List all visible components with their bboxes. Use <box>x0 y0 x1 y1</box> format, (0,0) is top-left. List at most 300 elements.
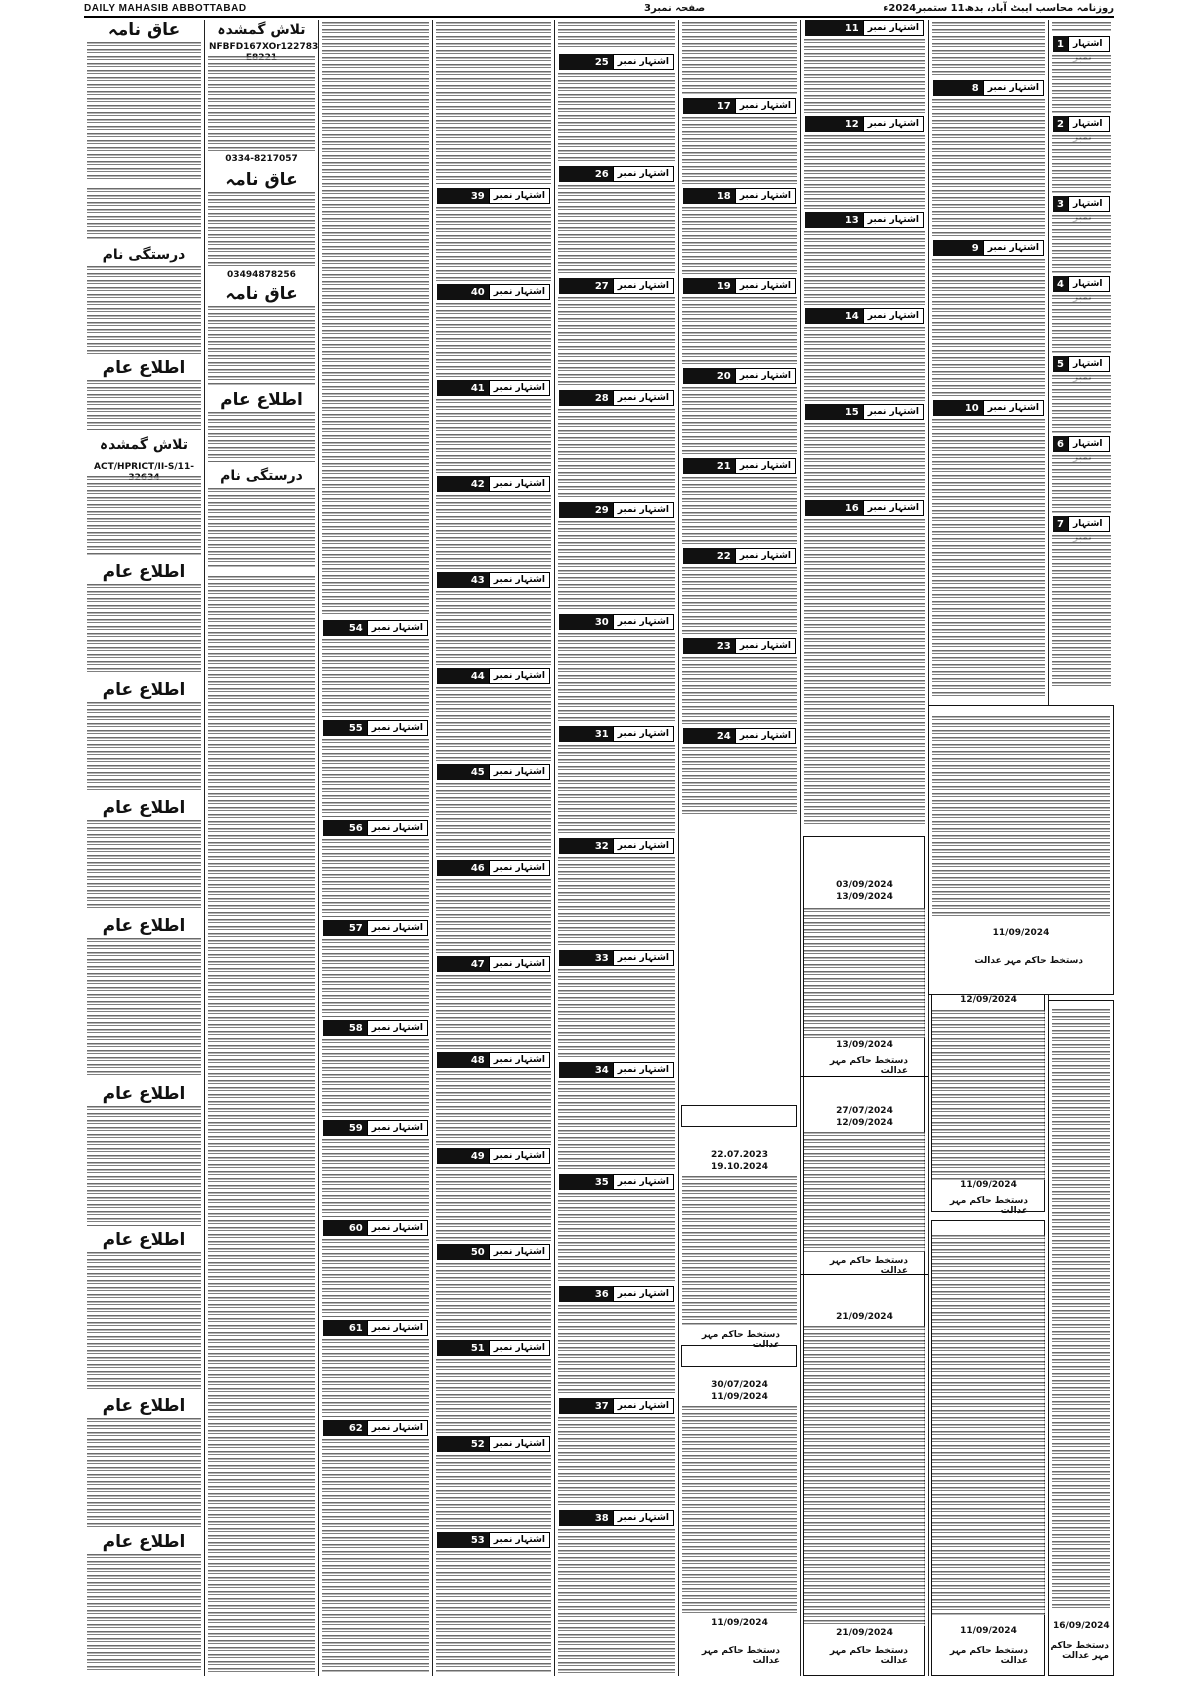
court-notice-text <box>1052 1009 1110 1609</box>
notice-text <box>322 939 429 1017</box>
court-notice-text <box>804 1326 925 1626</box>
ad-number-badge <box>683 638 796 654</box>
court-notice-header <box>681 1105 797 1127</box>
ad-number-badge <box>437 188 550 204</box>
ad-number: 13 <box>844 214 859 226</box>
ad-number: 36 <box>594 1288 609 1300</box>
notice-text <box>682 297 797 365</box>
badge-bar <box>683 728 713 744</box>
court-date: 27/07/2024 <box>836 1106 893 1116</box>
ad-number: 55 <box>348 722 363 734</box>
ad-number: 25 <box>594 56 609 68</box>
phone-number: 0334-8217057 <box>225 154 298 164</box>
badge-bar <box>323 1120 345 1136</box>
ad-number: 37 <box>594 1400 609 1412</box>
ad-label: اشتہار نمبر <box>863 308 924 324</box>
ad-number-badge <box>933 80 1044 96</box>
ad-number: 60 <box>348 1222 363 1234</box>
badge-bar <box>559 54 591 70</box>
ad-label: اشتہار نمبر <box>863 20 924 36</box>
court-notice-header <box>681 1345 797 1367</box>
notice-text <box>682 477 797 545</box>
badge-bar <box>559 278 591 294</box>
reference-number: ACT/HPRICT/II-S/11- <box>94 462 194 472</box>
ad-number: 12 <box>844 118 859 130</box>
ad-number-badge <box>559 1510 674 1526</box>
court-date: 12/09/2024 <box>960 995 1017 1005</box>
badge-bar <box>437 1244 467 1260</box>
badge-bar <box>559 1510 591 1526</box>
court-notice-text <box>682 1406 797 1616</box>
ad-label: اشتہار نمبر <box>489 380 550 396</box>
ad-label: اشتہار نمبر <box>613 390 674 406</box>
ad-number: 35 <box>594 1176 609 1188</box>
column-4 <box>432 20 554 1676</box>
ad-number: 57 <box>348 922 363 934</box>
ad-number: 59 <box>348 1122 363 1134</box>
ad-number-badge <box>323 820 428 836</box>
column-3 <box>318 20 432 1676</box>
ad-number: 6 <box>1057 438 1064 450</box>
ad-number-badge <box>323 1420 428 1436</box>
ad-label: اشتہار نمبر <box>613 726 674 742</box>
court-signature: دستخط حاکم مہر عدالت <box>829 1646 908 1666</box>
notice-text <box>436 1359 551 1433</box>
ad-number-badge <box>683 368 796 384</box>
ad-number: 39 <box>470 190 485 202</box>
badge-bar <box>559 390 591 406</box>
heading-aaq-nama: عاق نامہ <box>225 284 298 304</box>
ad-number: 33 <box>594 952 609 964</box>
column-5 <box>554 20 678 1676</box>
notice-text <box>87 188 201 240</box>
notice-text <box>558 409 675 499</box>
heading-aaq-nama: عاق نامہ <box>225 170 298 190</box>
ad-number: 52 <box>470 1438 485 1450</box>
ad-label: اشتہار نمبر <box>367 1420 428 1436</box>
ad-number-badge <box>323 1120 428 1136</box>
badge-bar <box>559 726 591 742</box>
ad-number-badge <box>683 98 796 114</box>
notice-text <box>558 1193 675 1283</box>
ad-label: اشتہار <box>1068 196 1110 212</box>
ad-number: 10 <box>964 402 979 414</box>
notice-text <box>436 975 551 1049</box>
court-signature: دستخط حاکم مہر عدالت <box>949 1196 1028 1216</box>
ad-number: 5 <box>1057 358 1064 370</box>
ad-number-badge <box>437 572 550 588</box>
notice-text <box>558 73 675 163</box>
court-notice-tall <box>1048 1000 1114 1676</box>
ad-label: اشتہار نمبر <box>489 1436 550 1452</box>
ad-label: اشتہار نمبر <box>983 240 1044 256</box>
ad-number-badge <box>1053 356 1110 372</box>
notice-text <box>558 22 675 50</box>
ad-number: 31 <box>594 728 609 740</box>
ad-number-badge <box>437 284 550 300</box>
ad-number-badge <box>805 308 924 324</box>
badge-bar <box>323 1020 345 1036</box>
badge-bar <box>683 368 713 384</box>
ad-label: اشتہار نمبر <box>735 458 796 474</box>
notice-text <box>322 22 429 616</box>
ad-label: اشتہار نمبر <box>489 764 550 780</box>
heading-ittila-aam: اطلاع عام <box>102 1230 186 1250</box>
notice-text <box>436 22 551 184</box>
ad-label: اشتہار نمبر <box>489 572 550 588</box>
ad-number: 18 <box>716 190 731 202</box>
ad-label: اشتہار نمبر <box>489 1532 550 1548</box>
ad-label: اشتہار نمبر <box>613 54 674 70</box>
ad-number-badge <box>805 212 924 228</box>
ad-number: 19 <box>716 280 731 292</box>
notice-text <box>322 1439 429 1673</box>
notice-text <box>558 1417 675 1507</box>
heading-ittila-aam: اطلاع عام <box>102 1084 186 1104</box>
notice-text <box>436 495 551 569</box>
notice-text <box>1052 55 1111 113</box>
ad-number: 56 <box>348 822 363 834</box>
notice-text <box>208 56 315 151</box>
ad-label: اشتہار نمبر <box>983 80 1044 96</box>
column-2 <box>204 20 318 1676</box>
ad-number: 47 <box>470 958 485 970</box>
ad-number-badge <box>1053 36 1110 52</box>
badge-bar <box>559 1398 591 1414</box>
heading-ittila-aam: اطلاع عام <box>102 916 186 936</box>
ad-label: اشتہار <box>1068 36 1110 52</box>
notice-text <box>436 1551 551 1673</box>
notice-text <box>87 42 201 182</box>
notice-text <box>322 639 429 717</box>
notice-text <box>436 207 551 281</box>
ad-label: اشتہار نمبر <box>863 116 924 132</box>
badge-bar <box>805 404 841 420</box>
ad-label: اشتہار نمبر <box>735 368 796 384</box>
ad-label: اشتہار نمبر <box>735 188 796 204</box>
ad-label: اشتہار نمبر <box>367 1320 428 1336</box>
ad-number-badge <box>323 1220 428 1236</box>
badge-bar <box>933 400 961 416</box>
badge-bar <box>683 458 713 474</box>
ad-number: 29 <box>594 504 609 516</box>
badge-bar <box>437 380 467 396</box>
notice-text <box>322 1239 429 1317</box>
ad-number: 21 <box>716 460 731 472</box>
notice-text <box>682 747 797 817</box>
notice-text <box>436 687 551 761</box>
ad-label: اشتہار نمبر <box>613 278 674 294</box>
badge-bar <box>805 212 841 228</box>
ad-number: 34 <box>594 1064 609 1076</box>
ad-label: اشتہار نمبر <box>367 1220 428 1236</box>
court-notice-text <box>932 1235 1045 1615</box>
ad-number: 44 <box>470 670 485 682</box>
ad-number: 32 <box>594 840 609 852</box>
ad-label: اشتہار نمبر <box>735 278 796 294</box>
court-notice-wide <box>928 705 1114 995</box>
notice-text <box>208 306 315 386</box>
ad-number-badge <box>559 726 674 742</box>
cnic-number: NFBFD167XOr122783 <box>209 42 318 52</box>
ad-number-badge <box>559 390 674 406</box>
ad-label: اشتہار نمبر <box>735 638 796 654</box>
notice-text <box>558 185 675 275</box>
phone-number: 03494878256 <box>227 270 296 280</box>
notice-text <box>208 192 315 268</box>
ad-label: اشتہار نمبر <box>367 920 428 936</box>
badge-bar <box>683 548 713 564</box>
ad-label: اشتہار نمبر <box>489 284 550 300</box>
notice-text <box>436 783 551 857</box>
badge-bar <box>437 1340 467 1356</box>
heading-ittila-aam: اطلاع عام <box>102 1396 186 1416</box>
issue-date: روزنامہ محاسب ایبٹ آباد، بدھ11 ستمبر2024ء <box>883 3 1114 14</box>
ad-number-badge <box>323 1320 428 1336</box>
ad-label: اشتہار نمبر <box>735 98 796 114</box>
notice-text <box>804 39 925 113</box>
ad-number-badge <box>683 188 796 204</box>
notice-text <box>87 1554 201 1672</box>
ad-number-badge <box>437 476 550 492</box>
badge-bar <box>683 278 713 294</box>
notice-text <box>558 633 675 723</box>
court-signature: دستخط حاکم مہر عدالت <box>829 1256 908 1276</box>
notice-text <box>682 657 797 725</box>
ad-label: اشتہار نمبر <box>613 1398 674 1414</box>
notice-text <box>436 1263 551 1337</box>
badge-bar <box>437 1148 467 1164</box>
ad-number-badge <box>805 500 924 516</box>
ad-number-badge <box>1053 516 1110 532</box>
ad-number: 15 <box>844 406 859 418</box>
ad-number: 28 <box>594 392 609 404</box>
heading-ittila-aam: اطلاع عام <box>102 358 186 378</box>
notice-text <box>436 399 551 473</box>
ad-number-badge <box>559 278 674 294</box>
notice-text <box>1052 455 1111 513</box>
ad-label: اشتہار نمبر <box>489 188 550 204</box>
badge-bar <box>437 284 467 300</box>
ad-number-badge <box>559 614 674 630</box>
notice-text <box>322 839 429 917</box>
court-date: 11/09/2024 <box>992 928 1050 938</box>
ad-label: اشتہار نمبر <box>735 728 796 744</box>
notice-text <box>682 207 797 275</box>
court-notice-text <box>932 716 1110 916</box>
notice-text <box>1052 375 1111 433</box>
ad-label: اشتہار نمبر <box>489 668 550 684</box>
ad-label: اشتہار نمبر <box>983 400 1044 416</box>
ad-number: 30 <box>594 616 609 628</box>
court-date: 12/09/2024 <box>836 1118 893 1128</box>
ad-label: اشتہار <box>1068 516 1110 532</box>
badge-bar <box>323 920 345 936</box>
badge-bar <box>683 98 713 114</box>
ad-number: 61 <box>348 1322 363 1334</box>
ad-number: 27 <box>594 280 609 292</box>
divider <box>801 1274 928 1275</box>
notice-text <box>322 1339 429 1417</box>
badge-bar <box>559 1062 591 1078</box>
ad-number-badge <box>323 620 428 636</box>
notice-text <box>682 567 797 635</box>
ad-number-badge <box>559 950 674 966</box>
notice-text <box>322 1039 429 1117</box>
notice-text <box>87 584 201 674</box>
ad-number: 41 <box>470 382 485 394</box>
ad-label: اشتہار نمبر <box>613 950 674 966</box>
ad-label: اشتہار نمبر <box>613 614 674 630</box>
ad-label: اشتہار نمبر <box>863 212 924 228</box>
badge-bar <box>323 1420 345 1436</box>
notice-text <box>436 879 551 953</box>
ad-number-badge <box>683 458 796 474</box>
column-1 <box>84 20 204 1676</box>
court-notice-text <box>804 908 925 1038</box>
ad-number-badge <box>437 1052 550 1068</box>
heading-ittila-aam: اطلاع عام <box>220 390 303 410</box>
notice-text <box>436 1167 551 1241</box>
court-notice-text <box>804 1132 925 1252</box>
notice-text <box>87 476 201 556</box>
ad-number-badge <box>559 1286 674 1302</box>
notice-text <box>558 969 675 1059</box>
ad-number-badge <box>437 380 550 396</box>
badge-bar <box>933 80 968 96</box>
badge-bar <box>323 1320 345 1336</box>
ad-number: 26 <box>594 168 609 180</box>
notice-text <box>804 135 925 209</box>
heading-aaq-nama: عاق نامہ <box>107 20 181 40</box>
badge-bar <box>437 1052 467 1068</box>
ad-number: 24 <box>716 730 731 742</box>
ad-number: 1 <box>1057 38 1064 50</box>
notice-text <box>932 22 1045 76</box>
ad-number: 53 <box>470 1534 485 1546</box>
notice-text <box>436 1455 551 1529</box>
court-date: 16/09/2024 <box>1053 1621 1110 1631</box>
badge-bar <box>559 1174 591 1190</box>
ad-label: اشتہار نمبر <box>489 476 550 492</box>
ad-label: اشتہار نمبر <box>735 548 796 564</box>
heading-ittila-aam: اطلاع عام <box>102 680 186 700</box>
ad-number-badge <box>805 20 924 36</box>
notice-text <box>436 1071 551 1145</box>
ad-number-badge <box>559 1174 674 1190</box>
badge-bar <box>437 572 467 588</box>
heading-ittila-aam: اطلاع عام <box>102 562 186 582</box>
ad-number-badge <box>683 728 796 744</box>
ad-number-badge <box>437 1148 550 1164</box>
heading-durusti-naam: درستگی نام <box>102 247 186 263</box>
ad-number-badge <box>323 720 428 736</box>
notice-text <box>558 297 675 387</box>
ad-label: اشتہار نمبر <box>489 1148 550 1164</box>
ad-number-badge <box>323 920 428 936</box>
badge-bar <box>323 620 345 636</box>
ad-label: اشتہار نمبر <box>613 1286 674 1302</box>
ad-label: اشتہار <box>1068 276 1110 292</box>
ad-label: اشتہار نمبر <box>489 1244 550 1260</box>
badge-bar <box>933 240 968 256</box>
ad-label: اشتہار نمبر <box>613 1174 674 1190</box>
badge-bar <box>437 1436 467 1452</box>
notice-text <box>1052 535 1111 689</box>
notice-text <box>804 519 925 827</box>
ad-label: اشتہار نمبر <box>489 956 550 972</box>
notice-text <box>436 591 551 665</box>
ad-label: اشتہار نمبر <box>367 1020 428 1036</box>
heading-durusti-naam: درستگی نام <box>220 468 303 484</box>
ad-number-badge <box>559 166 674 182</box>
notice-text <box>558 1305 675 1395</box>
court-date: 11/09/2024 <box>960 1626 1017 1636</box>
court-notice-text <box>932 1010 1045 1180</box>
ad-number-badge <box>437 1532 550 1548</box>
ad-number-badge <box>933 400 1044 416</box>
ad-number-badge <box>437 1340 550 1356</box>
column-6 <box>678 20 800 1676</box>
badge-bar <box>437 668 467 684</box>
ad-number-badge <box>805 404 924 420</box>
notice-text <box>1052 135 1111 193</box>
notice-text <box>1052 22 1111 32</box>
court-date: 13/09/2024 <box>836 1040 893 1050</box>
notice-text <box>932 259 1045 397</box>
notice-text <box>804 327 925 401</box>
column-7 <box>800 20 928 1676</box>
ad-label: اشتہار نمبر <box>613 502 674 518</box>
notice-text <box>208 576 315 1672</box>
ad-number: 22 <box>716 550 731 562</box>
ad-number-badge <box>559 54 674 70</box>
badge-bar <box>323 720 345 736</box>
ad-number: 8 <box>971 82 979 94</box>
ad-number-badge <box>1053 436 1110 452</box>
court-signature: دستخط حاکم مہر عدالت <box>974 956 1083 966</box>
ad-number: 14 <box>844 310 859 322</box>
notice-text <box>932 99 1045 237</box>
court-signature: دستخط حاکم مہر عدالت <box>701 1646 780 1666</box>
newspaper-title: DAILY MAHASIB ABBOTTABAD <box>84 3 247 14</box>
ad-number-badge <box>437 1436 550 1452</box>
ad-number: 16 <box>844 502 859 514</box>
notice-text <box>804 231 925 305</box>
badge-bar <box>559 950 591 966</box>
notice-text <box>1052 295 1111 353</box>
page-number: صفحہ نمبر3 <box>644 3 706 14</box>
notice-text <box>558 1529 675 1673</box>
badge-bar <box>437 956 467 972</box>
notice-text <box>208 412 315 462</box>
ad-label: اشتہار نمبر <box>613 1062 674 1078</box>
badge-bar <box>437 476 467 492</box>
ad-number-badge <box>683 548 796 564</box>
masthead <box>84 4 1114 18</box>
ad-number: 4 <box>1057 278 1064 290</box>
badge-bar <box>323 820 345 836</box>
court-signature: دستخط حاکم مہر عدالت <box>829 1056 908 1076</box>
notice-text <box>558 521 675 611</box>
ad-label: اشتہار نمبر <box>367 620 428 636</box>
badge-bar <box>323 1220 345 1236</box>
ad-number-badge <box>559 502 674 518</box>
notice-text <box>558 745 675 835</box>
ad-number: 38 <box>594 1512 609 1524</box>
ad-label: اشتہار نمبر <box>613 1510 674 1526</box>
notice-text <box>558 1081 675 1171</box>
